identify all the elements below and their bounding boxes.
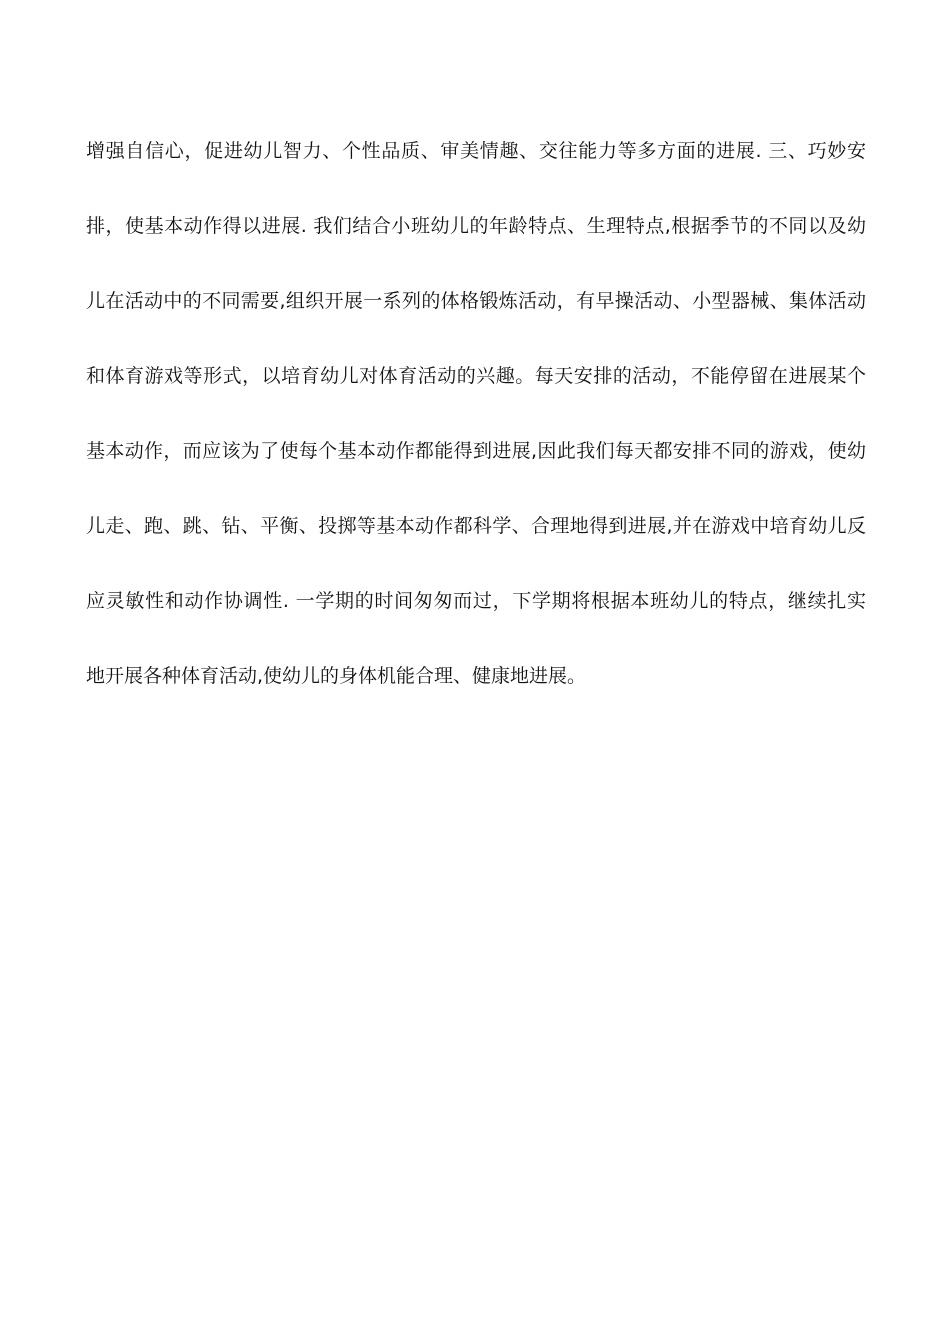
text-line: 排，使基本动作得以进展. 我们结合小班幼儿的年龄特点、生理特点,根据季节的不同以及幼 xyxy=(86,215,866,237)
text-line: 地开展各种体育活动,使幼儿的身体机能合理、健康地进展。 xyxy=(86,665,587,687)
text-line: 基本动作，而应该为了使每个基本动作都能得到进展,因此我们每天都安排不同的游戏，使幼 xyxy=(86,440,866,462)
body-text xyxy=(86,131,866,731)
text-line: 和体育游戏等形式，以培育幼儿对体育活动的兴趣。每天安排的活动，不能停留在进展某个 xyxy=(86,365,866,387)
text-line: 应灵敏性和动作协调性. 一学期的时间匆匆而过，下学期将根据本班幼儿的特点，继续扎实 xyxy=(86,590,866,612)
text-line: 儿在活动中的不同需要,组织开展一系列的体格锻炼活动，有早操活动、小型器械、集体活动 xyxy=(86,290,866,312)
text-line: 增强自信心，促进幼儿智力、个性品质、审美情趣、交往能力等多方面的进展. 三、巧妙安 xyxy=(86,140,866,162)
text-line: 儿走、跑、跳、钻、平衡、投掷等基本动作都科学、合理地得到进展,并在游戏中培育幼儿反 xyxy=(86,515,866,537)
